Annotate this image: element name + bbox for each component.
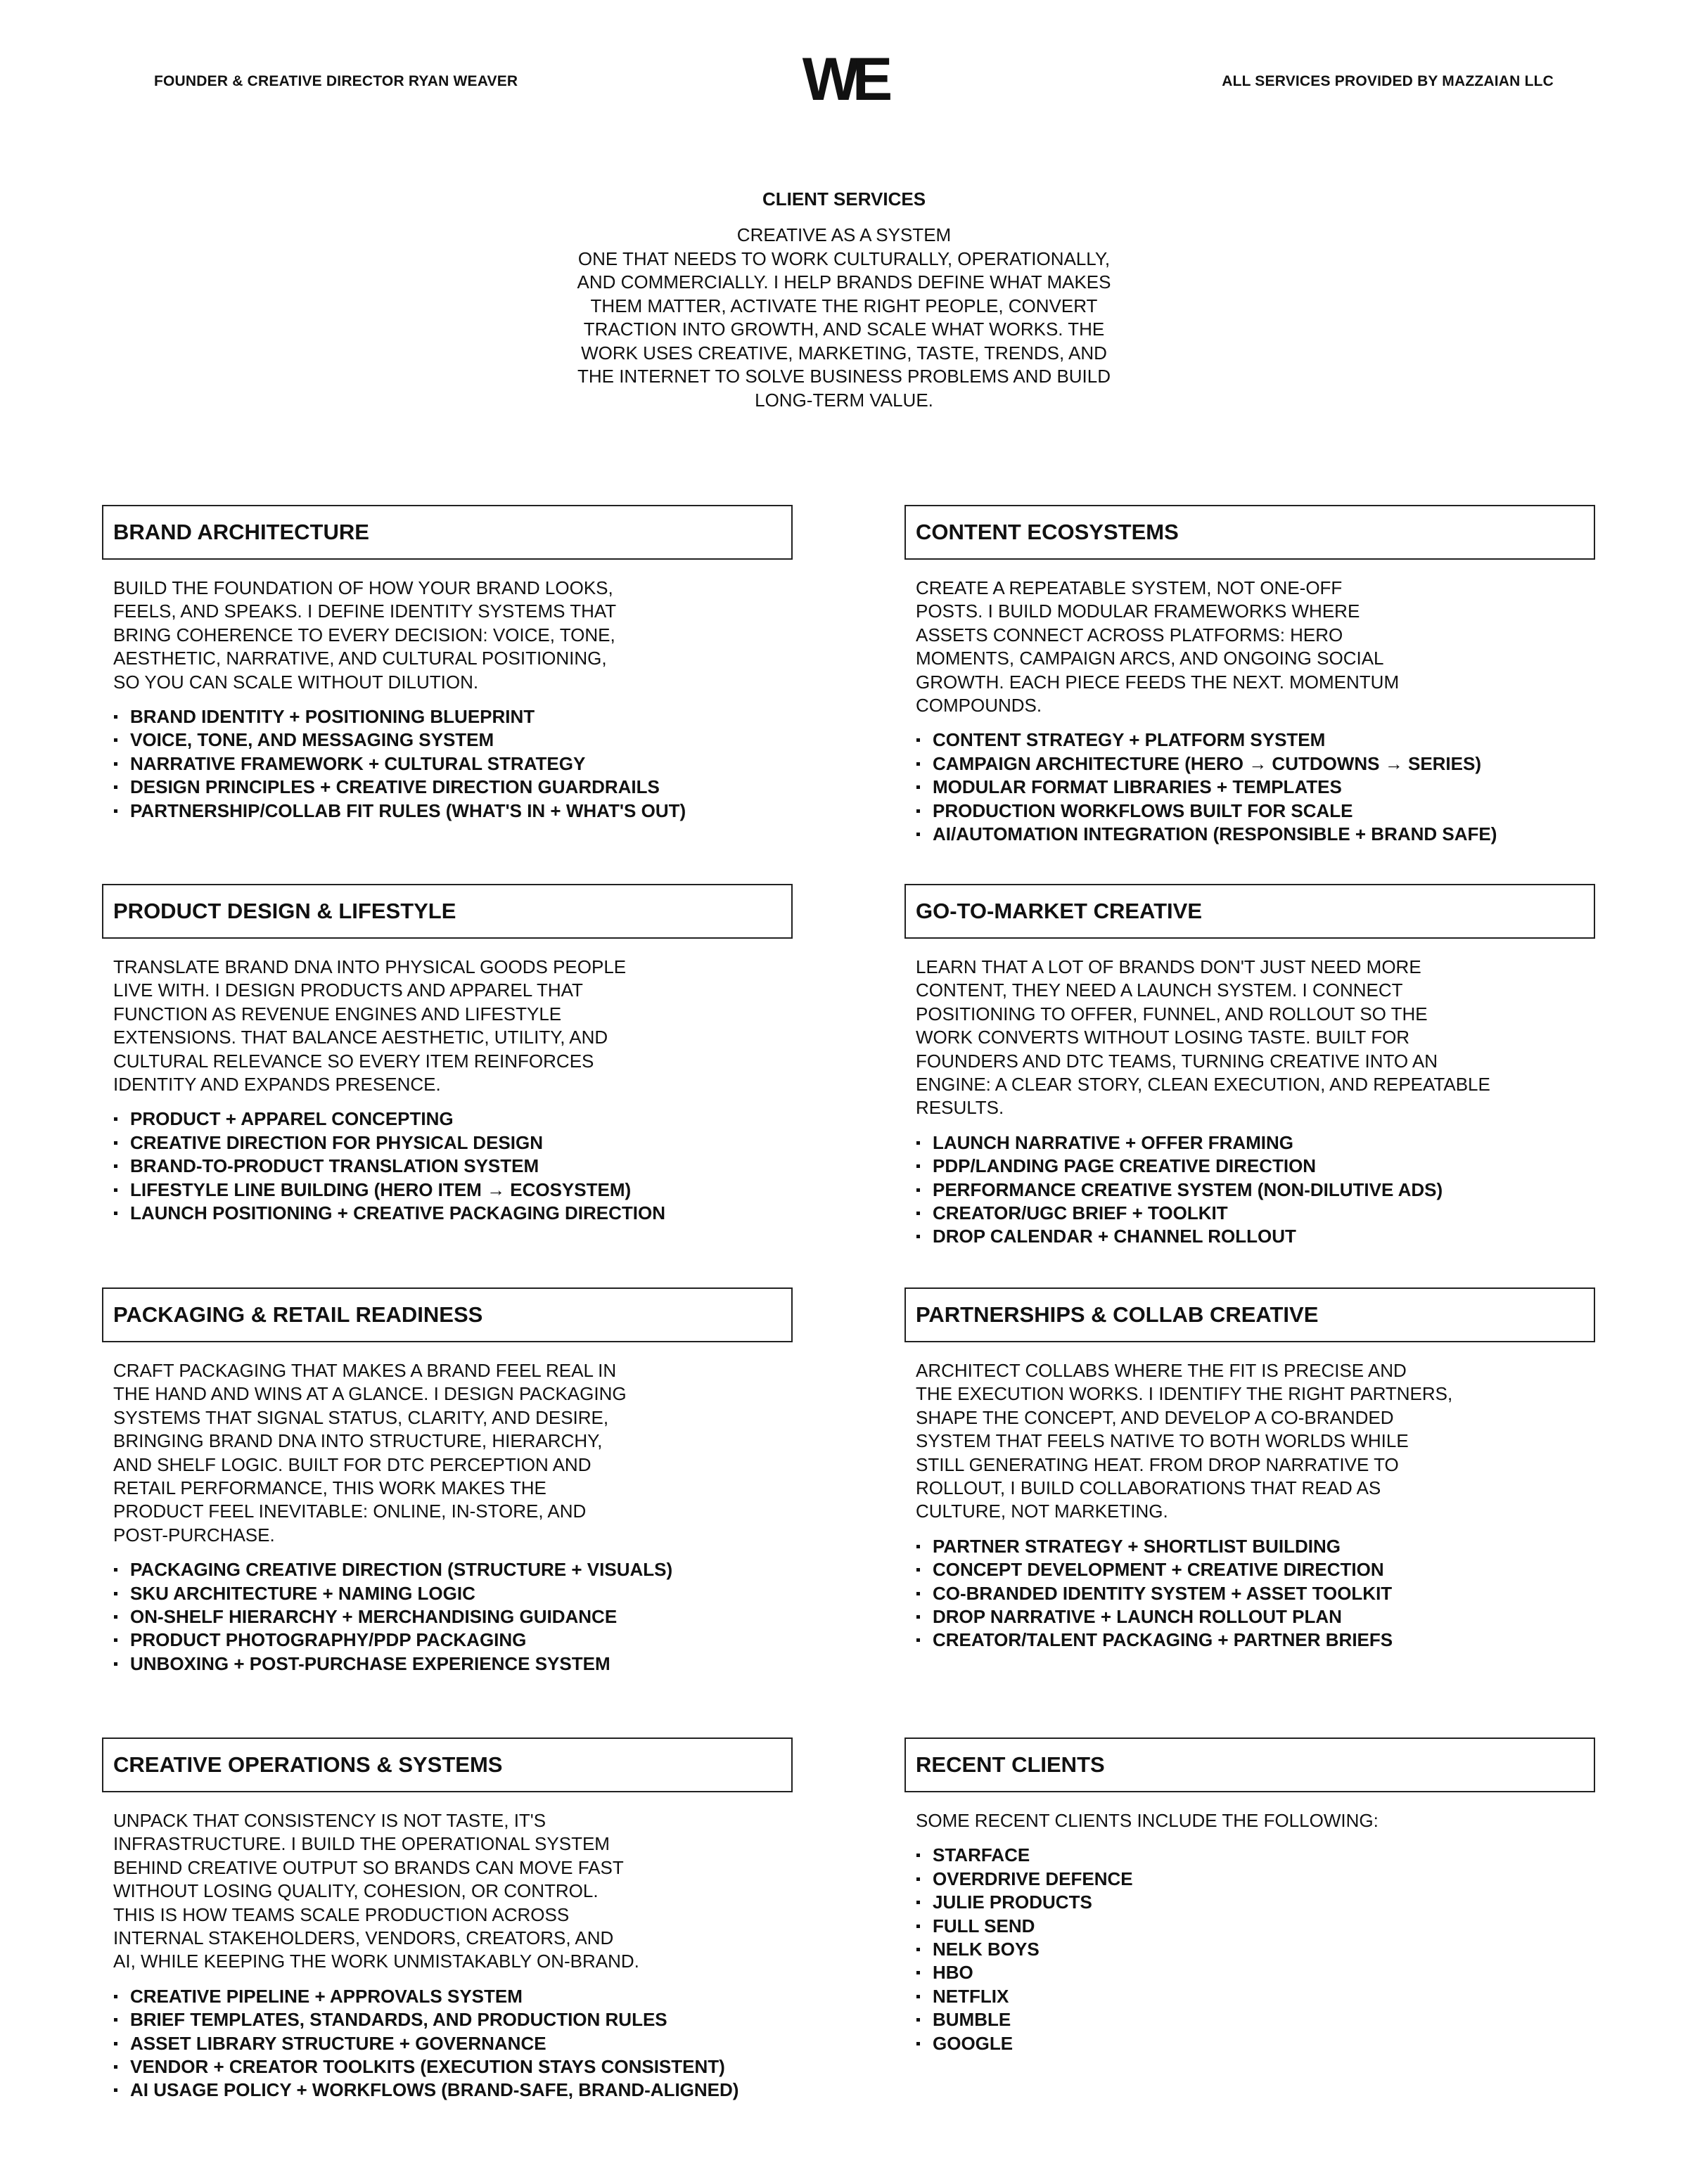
- section-heading: PRODUCT DESIGN & LIFESTYLE: [102, 884, 793, 939]
- section-go-to-market-creative: [904, 884, 1608, 1249]
- intro-paragraph: [535, 224, 1153, 412]
- description-line: STILL GENERATING HEAT. FROM DROP NARRATIVE TO: [916, 1453, 1399, 1475]
- section-description: [113, 956, 805, 1096]
- description-line: EXTENSIONS. THAT BALANCE AESTHETIC, UTILITY, AND: [113, 1027, 608, 1048]
- description-line: INFRASTRUCTURE. I BUILD THE OPERATIONAL SYSTEM: [113, 1833, 610, 1855]
- description-line: PRODUCT FEEL INEVITABLE: ONLINE, IN-STORE, AND: [113, 1501, 587, 1522]
- description-line: INTERNAL STAKEHOLDERS, VENDORS, CREATORS, AND: [113, 1927, 614, 1949]
- service-item: LAUNCH NARRATIVE + OFFER FRAMING: [916, 1131, 1608, 1155]
- description-line: FOUNDERS AND DTC TEAMS, TURNING CREATIVE INTO AN: [916, 1050, 1438, 1072]
- service-item: PRODUCTION WORKFLOWS BUILT FOR SCALE: [916, 799, 1608, 823]
- we-logo: WE: [802, 46, 886, 113]
- service-item: ASSET LIBRARY STRUCTURE + GOVERNANCE: [113, 2032, 805, 2055]
- service-item: CONCEPT DEVELOPMENT + CREATIVE DIRECTION: [916, 1558, 1608, 1581]
- description-line: SOME RECENT CLIENTS INCLUDE THE FOLLOWING:: [916, 1810, 1379, 1831]
- services-provider-credit: ALL SERVICES PROVIDED BY MAZZAIAN LLC: [1222, 73, 1554, 89]
- description-line: SO YOU CAN SCALE WITHOUT DILUTION.: [113, 671, 479, 693]
- service-item: PARTNERSHIP/COLLAB FIT RULES (WHAT'S IN + WHAT'S OUT): [113, 799, 805, 823]
- service-item: MODULAR FORMAT LIBRARIES + TEMPLATES: [916, 776, 1608, 799]
- service-item: DROP NARRATIVE + LAUNCH ROLLOUT PLAN: [916, 1605, 1608, 1629]
- section-description: [113, 1809, 805, 1974]
- service-item: CONTENT STRATEGY + PLATFORM SYSTEM: [916, 728, 1608, 752]
- description-line: POST-PURCHASE.: [113, 1524, 275, 1546]
- description-line: CRAFT PACKAGING THAT MAKES A BRAND FEEL REAL IN: [113, 1360, 617, 1381]
- section-heading: RECENT CLIENTS: [904, 1737, 1595, 1792]
- intro-line: TRACTION INTO GROWTH, AND SCALE WHAT WORKS. THE: [583, 319, 1105, 340]
- service-item: BRAND IDENTITY + POSITIONING BLUEPRINT: [113, 705, 805, 728]
- description-line: BRING COHERENCE TO EVERY DECISION: VOICE, TONE,: [113, 624, 615, 645]
- client-item: BUMBLE: [916, 2008, 1608, 2031]
- client-item: FULL SEND: [916, 1915, 1608, 1938]
- description-line: LIVE WITH. I DESIGN PRODUCTS AND APPAREL THAT: [113, 979, 583, 1001]
- description-line: THIS IS HOW TEAMS SCALE PRODUCTION ACROSS: [113, 1903, 570, 1925]
- section-description: [113, 1359, 805, 1547]
- description-line: LEARN THAT A LOT OF BRANDS DON'T JUST NEED MORE: [916, 956, 1421, 977]
- section-heading: PACKAGING & RETAIL READINESS: [102, 1287, 793, 1342]
- service-list: [113, 1107, 805, 1225]
- intro-line: AND COMMERCIALLY. I HELP BRANDS DEFINE WHAT MAKES: [577, 271, 1111, 293]
- client-services-title: CLIENT SERVICES: [762, 188, 926, 210]
- description-line: ASSETS CONNECT ACROSS PLATFORMS: HERO: [916, 624, 1343, 645]
- description-line: RETAIL PERFORMANCE, THIS WORK MAKES THE: [113, 1477, 546, 1499]
- service-list: [113, 1985, 805, 2102]
- client-item: NETFLIX: [916, 1985, 1608, 2008]
- service-item: CREATIVE PIPELINE + APPROVALS SYSTEM: [113, 1985, 805, 2008]
- section-product-design-lifestyle: [102, 884, 805, 1225]
- service-item: BRIEF TEMPLATES, STANDARDS, AND PRODUCTION RULES: [113, 2008, 805, 2031]
- section-description: [916, 1809, 1608, 1832]
- description-line: SYSTEMS THAT SIGNAL STATUS, CLARITY, AND DESIRE,: [113, 1406, 609, 1428]
- description-line: CULTURE, NOT MARKETING.: [916, 1501, 1168, 1522]
- description-line: AND SHELF LOGIC. BUILT FOR DTC PERCEPTION AND: [113, 1453, 592, 1475]
- description-line: CULTURAL RELEVANCE SO EVERY ITEM REINFORCES: [113, 1050, 594, 1072]
- section-heading: GO-TO-MARKET CREATIVE: [904, 884, 1595, 939]
- description-line: SHAPE THE CONCEPT, AND DEVELOP A CO-BRANDED: [916, 1406, 1394, 1428]
- section-heading: PARTNERSHIPS & COLLAB CREATIVE: [904, 1287, 1595, 1342]
- description-line: POSITIONING TO OFFER, FUNNEL, AND ROLLOUT SO THE: [916, 1003, 1428, 1024]
- section-partnerships-collab-creative: [904, 1287, 1608, 1652]
- service-list: [916, 1535, 1608, 1652]
- section-description: [113, 577, 805, 694]
- intro-line: THEM MATTER, ACTIVATE THE RIGHT PEOPLE, CONVERT: [590, 295, 1098, 316]
- service-list: [113, 1558, 805, 1676]
- service-item: CO-BRANDED IDENTITY SYSTEM + ASSET TOOLKIT: [916, 1582, 1608, 1605]
- description-line: COMPOUNDS.: [916, 695, 1042, 717]
- description-line: FUNCTION AS REVENUE ENGINES AND LIFESTYLE: [113, 1003, 562, 1024]
- service-list: [916, 1131, 1608, 1249]
- intro-line: ONE THAT NEEDS TO WORK CULTURALLY, OPERATIONALLY,: [577, 248, 1111, 269]
- service-item: PRODUCT PHOTOGRAPHY/PDP PACKAGING: [113, 1629, 805, 1652]
- description-line: CREATE A REPEATABLE SYSTEM, NOT ONE-OFF: [916, 577, 1343, 598]
- description-line: POSTS. I BUILD MODULAR FRAMEWORKS WHERE: [916, 600, 1360, 622]
- service-item: PACKAGING CREATIVE DIRECTION (STRUCTURE + VISUALS): [113, 1558, 805, 1581]
- section-heading: BRAND ARCHITECTURE: [102, 505, 793, 560]
- section-recent-clients: [904, 1737, 1608, 2055]
- client-item: NELK BOYS: [916, 1938, 1608, 1961]
- service-item: LAUNCH POSITIONING + CREATIVE PACKAGING DIRECTION: [113, 1202, 805, 1225]
- description-line: MOMENTS, CAMPAIGN ARCS, AND ONGOING SOCIAL: [916, 648, 1384, 669]
- service-item: PARTNER STRATEGY + SHORTLIST BUILDING: [916, 1535, 1608, 1558]
- client-item: GOOGLE: [916, 2032, 1608, 2055]
- intro-line: THE INTERNET TO SOLVE BUSINESS PROBLEMS AND BUILD: [577, 366, 1111, 387]
- description-line: BUILD THE FOUNDATION OF HOW YOUR BRAND LOOKS,: [113, 577, 613, 598]
- service-item: CAMPAIGN ARCHITECTURE (HERO → CUTDOWNS → SERIES): [916, 752, 1608, 776]
- section-heading: CONTENT ECOSYSTEMS: [904, 505, 1595, 560]
- description-line: ROLLOUT, I BUILD COLLABORATIONS THAT READ AS: [916, 1477, 1381, 1499]
- service-item: NARRATIVE FRAMEWORK + CULTURAL STRATEGY: [113, 752, 805, 776]
- section-description: [916, 577, 1608, 717]
- description-line: GROWTH. EACH PIECE FEEDS THE NEXT. MOMENTUM: [916, 671, 1400, 693]
- service-item: VENDOR + CREATOR TOOLKITS (EXECUTION STAYS CONSISTENT): [113, 2055, 805, 2079]
- section-heading: CREATIVE OPERATIONS & SYSTEMS: [102, 1737, 793, 1792]
- description-line: ARCHITECT COLLABS WHERE THE FIT IS PRECISE AND: [916, 1360, 1407, 1381]
- service-list: [916, 728, 1608, 846]
- description-line: TRANSLATE BRAND DNA INTO PHYSICAL GOODS PEOPLE: [113, 956, 627, 977]
- section-description: [916, 1359, 1608, 1524]
- client-item: JULIE PRODUCTS: [916, 1891, 1608, 1914]
- section-brand-architecture: [102, 505, 805, 823]
- service-item: CREATOR/TALENT PACKAGING + PARTNER BRIEFS: [916, 1629, 1608, 1652]
- section-description: [916, 956, 1608, 1120]
- description-line: WORK CONVERTS WITHOUT LOSING TASTE. BUILT FOR: [916, 1027, 1410, 1048]
- client-item: OVERDRIVE DEFENCE: [916, 1868, 1608, 1891]
- description-line: AESTHETIC, NARRATIVE, AND CULTURAL POSITIONING,: [113, 648, 607, 669]
- service-item: LIFESTYLE LINE BUILDING (HERO ITEM → ECOSYSTEM): [113, 1178, 805, 1202]
- section-creative-operations-systems: [102, 1737, 805, 2102]
- service-item: AI/AUTOMATION INTEGRATION (RESPONSIBLE + BRAND SAFE): [916, 823, 1608, 846]
- service-item: CREATIVE DIRECTION FOR PHYSICAL DESIGN: [113, 1131, 805, 1155]
- service-item: BRAND-TO-PRODUCT TRANSLATION SYSTEM: [113, 1155, 805, 1178]
- service-item: CREATOR/UGC BRIEF + TOOLKIT: [916, 1202, 1608, 1225]
- section-packaging-retail-readiness: [102, 1287, 805, 1676]
- client-list: [916, 1844, 1608, 2055]
- intro-line: CREATIVE AS A SYSTEM: [736, 224, 952, 245]
- service-item: PDP/LANDING PAGE CREATIVE DIRECTION: [916, 1155, 1608, 1178]
- description-line: THE EXECUTION WORKS. I IDENTIFY THE RIGHT PARTNERS,: [916, 1383, 1453, 1405]
- description-line: ENGINE: A CLEAR STORY, CLEAN EXECUTION, AND REPEATABLE: [916, 1074, 1490, 1096]
- client-item: STARFACE: [916, 1844, 1608, 1867]
- service-item: ON-SHELF HIERARCHY + MERCHANDISING GUIDANCE: [113, 1605, 805, 1629]
- service-item: DESIGN PRINCIPLES + CREATIVE DIRECTION GUARDRAILS: [113, 776, 805, 799]
- client-item: HBO: [916, 1961, 1608, 1984]
- description-line: RESULTS.: [916, 1097, 1004, 1119]
- service-item: VOICE, TONE, AND MESSAGING SYSTEM: [113, 728, 805, 752]
- service-list: [113, 705, 805, 823]
- description-line: CONTENT, THEY NEED A LAUNCH SYSTEM. I CONNECT: [916, 979, 1403, 1001]
- service-item: PERFORMANCE CREATIVE SYSTEM (NON-DILUTIVE ADS): [916, 1178, 1608, 1202]
- service-item: PRODUCT + APPAREL CONCEPTING: [113, 1107, 805, 1131]
- description-line: BRINGING BRAND DNA INTO STRUCTURE, HIERARCHY,: [113, 1430, 603, 1452]
- description-line: UNPACK THAT CONSISTENCY IS NOT TASTE, IT'S: [113, 1810, 546, 1831]
- intro-line: LONG-TERM VALUE.: [755, 389, 933, 411]
- description-line: SYSTEM THAT FEELS NATIVE TO BOTH WORLDS WHILE: [916, 1430, 1409, 1452]
- description-line: FEELS, AND SPEAKS. I DEFINE IDENTITY SYSTEMS THAT: [113, 600, 617, 622]
- description-line: THE HAND AND WINS AT A GLANCE. I DESIGN PACKAGING: [113, 1383, 627, 1405]
- description-line: IDENTITY AND EXPANDS PRESENCE.: [113, 1074, 441, 1096]
- service-item: UNBOXING + POST-PURCHASE EXPERIENCE SYSTEM: [113, 1652, 805, 1676]
- section-content-ecosystems: [904, 505, 1608, 846]
- description-line: AI, WHILE KEEPING THE WORK UNMISTAKABLY ON-BRAND.: [113, 1951, 639, 1972]
- service-item: SKU ARCHITECTURE + NAMING LOGIC: [113, 1582, 805, 1605]
- description-line: BEHIND CREATIVE OUTPUT SO BRANDS CAN MOVE FAST: [113, 1856, 624, 1878]
- service-item: AI USAGE POLICY + WORKFLOWS (BRAND-SAFE, BRAND-ALIGNED): [113, 2079, 805, 2102]
- intro-line: WORK USES CREATIVE, MARKETING, TASTE, TRENDS, AND: [581, 342, 1107, 364]
- service-item: DROP CALENDAR + CHANNEL ROLLOUT: [916, 1225, 1608, 1248]
- founder-credit: FOUNDER & CREATIVE DIRECTOR RYAN WEAVER: [154, 73, 518, 89]
- description-line: WITHOUT LOSING QUALITY, COHESION, OR CONTROL.: [113, 1880, 599, 1902]
